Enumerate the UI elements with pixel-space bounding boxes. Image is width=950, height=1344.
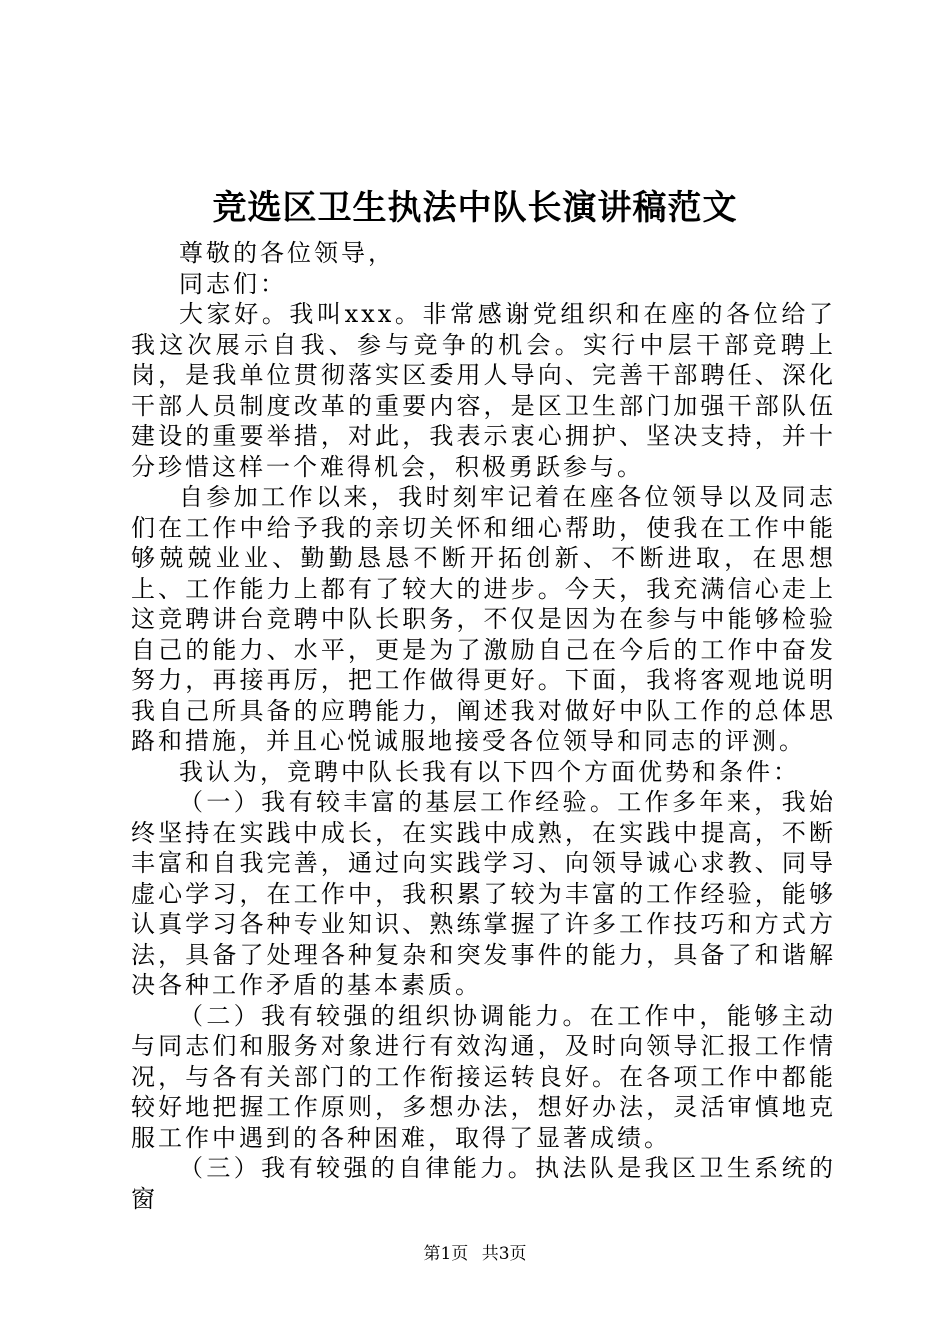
page-footer: [0, 1243, 950, 1265]
document-title: 竞选区卫生执法中队长演讲稿范文: [212, 188, 738, 228]
body-paragraph: （三）我有较强的自律能力。执法队是我区卫生系统的窗: [131, 1154, 836, 1213]
body-paragraph: 我认为，竞聘中队长我有以下四个方面优势和条件：: [179, 757, 800, 786]
salutation-line: 尊敬的各位领导，: [179, 239, 395, 267]
body-paragraph: 自参加工作以来，我时刻牢记着在座各位领导以及同志们在工作中给予我的亲切关怀和细心帮助，使我在工作中能够兢兢业业、勤勤恳恳不断开拓创新、不断进取，在思想上、工作能力上都有了较大的进步。今天，我充满信心走上这竞聘讲台竞聘中队长职务，不仅是因为在参与中能够检验自己的能力、水平，更是为了激励自己在今后的工作中奋发努力，再接再厉，把工作做得更好。下面，我将客观地说明我自己所具备的应聘能力，阐述我对做好中队工作的总体思路和措施，并且心悦诚服地接受各位领导和同志的评测。: [131, 483, 836, 755]
document-body: [131, 238, 836, 1214]
salutation-line: 同志们：: [179, 269, 287, 298]
body-paragraph: （二）我有较强的组织协调能力。在工作中，能够主动与同志们和服务对象进行有效沟通，及时向领导汇报工作情况，与各有关部门的工作衔接运转良好。在各项工作中都能较好地把握工作原则，多想办法，想好办法，灵活审慎地克服工作中遇到的各种困难，取得了显著成绩。: [131, 1001, 836, 1152]
body-paragraph: （一）我有较丰富的基层工作经验。工作多年来，我始终坚持在实践中成长，在实践中成熟，在实践中提高，不断丰富和自我完善，通过向实践学习、向领导诚心求教、同导虚心学习，在工作中，我积累了较为丰富的工作经验，能够认真学习各种专业知识、熟练掌握了许多工作技巧和方式方法，具备了处理各种复杂和突发事件的能力，具备了和谐解决各种工作矛盾的基本素质。: [131, 788, 836, 999]
page-number: 第1页: [423, 1244, 469, 1264]
page-total: 共3页: [481, 1244, 527, 1264]
body-paragraph: 大家好。我叫xxx。非常感谢党组织和在座的各位给了我这次展示自我、参与竞争的机会。实行中层干部竞聘上岗，是我单位贯彻落实区委用人导向、完善干部聘任、深化干部人员制度改革的重要内容，是区卫生部门加强干部队伍建设的重要举措，对此，我表示衷心拥护、坚决支持，并十分珍惜这样一个难得机会，积极勇跃参与。: [131, 300, 836, 481]
